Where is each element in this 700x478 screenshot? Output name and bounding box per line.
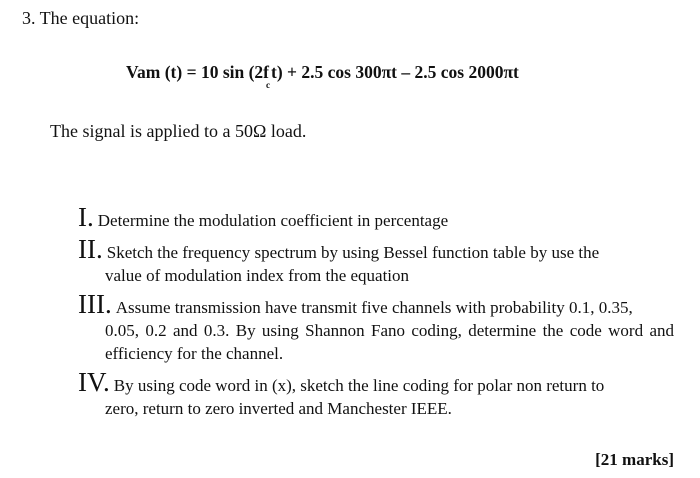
- equation: [126, 62, 519, 90]
- signal-statement: The signal is applied to a 50Ω load.: [50, 121, 307, 141]
- marks-label: [21 marks]: [595, 450, 674, 469]
- sub-question-numeral: II.: [78, 234, 103, 264]
- equation-subscript: c: [266, 80, 270, 90]
- sub-question-text-continued: zero, return to zero inverted and Manchester IEEE.: [105, 399, 452, 418]
- equation-part-2: t) + 2.5 cos 300πt – 2.5 cos 2000πt: [271, 62, 519, 82]
- sub-question-text: Determine the modulation coefficient in percentage: [97, 211, 449, 230]
- sub-question-text-continued: 0.05, 0.2 and 0.3. By using Shannon Fano coding, determine the code word and efficiency for the channel.: [105, 321, 674, 363]
- equation-part-1: Vam (t) = 10 sin (2f: [126, 62, 269, 82]
- sub-question-2: [78, 234, 674, 287]
- sub-question-numeral: III.: [78, 289, 112, 319]
- sub-question-text-continued: value of modulation index from the equation: [105, 266, 410, 285]
- sub-question-text: By using code word in (x), sketch the line coding for polar non return to: [113, 376, 605, 395]
- sub-question-numeral: IV.: [78, 367, 110, 397]
- sub-question-3: [78, 289, 674, 365]
- sub-question-1: [78, 202, 674, 232]
- sub-question-text: Sketch the frequency spectrum by using Bessel function table by use the: [106, 243, 600, 262]
- sub-question-numeral: I.: [78, 202, 94, 232]
- sub-question-list: [78, 202, 674, 426]
- question-heading: 3. The equation:: [22, 8, 140, 28]
- sub-question-4: [78, 367, 674, 420]
- sub-question-text: Assume transmission have transmit five channels with probability 0.1, 0.35,: [115, 298, 633, 317]
